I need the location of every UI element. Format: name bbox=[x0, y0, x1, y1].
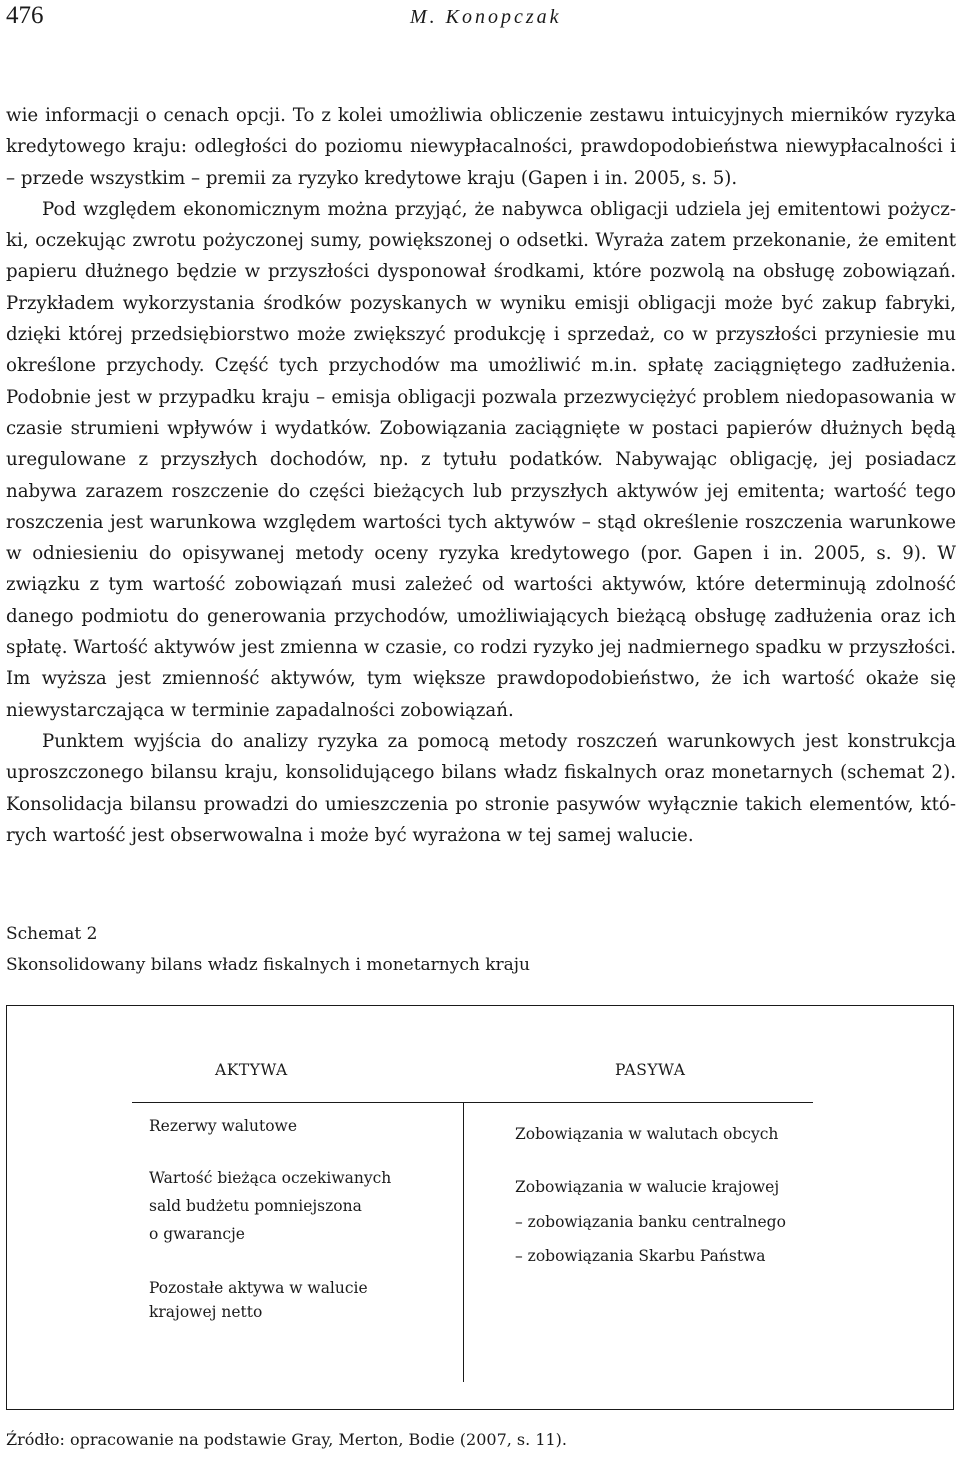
figure-title: Skonsolidowany bilans władz fiskalnych i monetarnych kraju bbox=[6, 955, 531, 975]
header-rule bbox=[132, 1102, 813, 1103]
liability-item-2: Zobowiązania w walucie krajowej – zobowiązania banku centralnego – zobowiązania Skarbu Państwa bbox=[515, 1178, 786, 1265]
paragraph-2: Pod względem ekonomicznym można przyjąć, że nabywca obligacji udziela jej emitentowi pożyczki, oczekując zwrotu pożyczonej sumy, powiększonej o odsetki. Wyraża zatem przekonanie, że emitent papieru dłużnego będzie w przyszłości dysponował środkami, które pozwolą na obsługę zobowiązań. Przykładem wykorzystania środków pozyskanych w wyniku emisji obligacji może być zakup fabryki, dzięki której przedsiębiorstwo może zwiększyć produkcję i sprzedaż, co w przyszłości przyniesie mu określone przychody. Część tych przychodów ma umożliwić m.in. spłatę zaciągniętego zadłużenia. Podobnie jest w przypadku kraju – emisja obligacji pozwala przezwyciężyć problem niedopasowania w czasie strumieni wpływów i wydatków. Zobowiązania zaciągnięte w postaci papierów dłużnych będą uregulowane z przyszłych dochodów, np. z tytułu podatków. Nabywając obligację, jej posiadacz nabywa zarazem roszczenie do części bieżących lub przyszłych aktywów jej emitenta; wartość tego roszczenia jest warunkowa względem wartości tych aktywów – stąd określenie roszczenia warunkowe w odniesieniu do opisywanej metody oceny ryzyka kredytowego (por. Gapen i in. 2005, s. 9). W związku z tym wartość zobowiązań musi zależeć od wartości aktywów, które determinują zdolność danego podmiotu do generowania przychodów, umożliwiających bieżącą obsługę zadłużenia oraz ich spłatę. Wartość aktywów jest zmienna w czasie, co rodzi ryzyko jej nadmiernego spadku w przyszłości. Im wyższa jest zmienność aktywów, tym większe prawdopodobieństwo, że ich wartość okaże się niewystarczająca w terminie zapadalności zobowiązań. bbox=[6, 198, 956, 721]
liabilities-header: PASYWA bbox=[615, 1061, 686, 1079]
asset-item-1: Rezerwy walutowe bbox=[149, 1117, 297, 1135]
body-text bbox=[6, 100, 956, 851]
paragraph-3: Punktem wyjścia do analizy ryzyka za pomocą metody roszczeń warunkowych jest konstrukcja uproszczonego bilansu kraju, konsolidującego bilans władz fiskalnych oraz monetarnych (schemat 2). Konsolidacja bilansu prowadzi do umieszczenia po stronie pasywów wyłącznie takich elementów, których wartość jest obserwowalna i może być wyrażona w tej samej walucie. bbox=[6, 730, 956, 846]
page-number: 476 bbox=[6, 2, 44, 29]
balance-sheet-diagram bbox=[6, 1005, 954, 1410]
asset-item-2: Wartość bieżąca oczekiwanych sald budżetu pomniejszona o gwarancje bbox=[149, 1169, 392, 1243]
page-header bbox=[0, 0, 960, 40]
paragraph-1: wie informacji o cenach opcji. To z kolei umożliwia obliczenie zestawu intuicyjnych mierników ryzyka kredytowego kraju: odległości do poziomu niewypłacalności, prawdopodobieństwa niewypłacalności i – przede wszystkim – premii za ryzyko kredytowe kraju (Gapen i in. 2005, s. 5). bbox=[6, 105, 956, 189]
column-divider bbox=[463, 1102, 464, 1382]
liability-item-1: Zobowiązania w walutach obcych bbox=[515, 1125, 779, 1143]
assets-header: AKTYWA bbox=[215, 1061, 288, 1079]
figure-source: Źródło: opracowanie na podstawie Gray, Merton, Bodie (2007, s. 11). bbox=[6, 1430, 567, 1449]
figure-label: Schemat 2 bbox=[6, 924, 98, 944]
running-head-author: M. Konopczak bbox=[410, 6, 562, 28]
asset-item-3: Pozostałe aktywa w walucie krajowej netto bbox=[149, 1279, 368, 1321]
